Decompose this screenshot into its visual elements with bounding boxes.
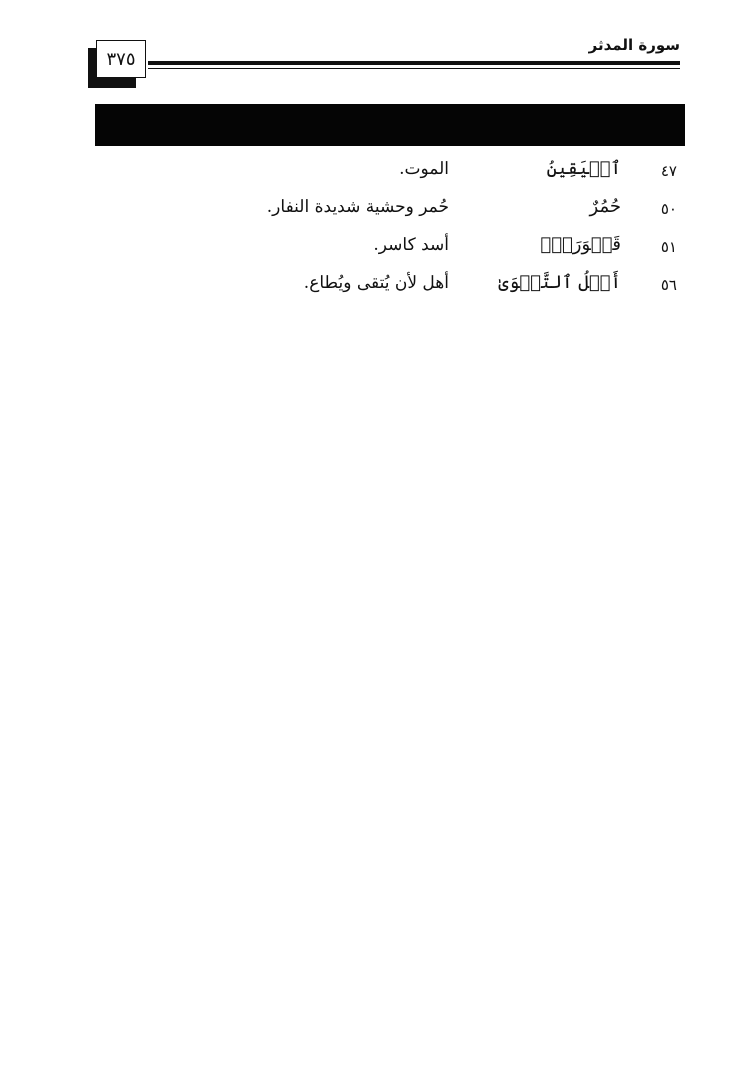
quran-word: ٱلۡيَقِينُ (546, 158, 621, 179)
word-meaning: أهل لأن يُتقى ويُطاع. (303, 273, 449, 293)
quran-word: حُمُرٌ (589, 196, 621, 217)
quran-word: قَسۡوَرَةِۭ (540, 234, 621, 255)
quran-word: أَهۡلُ ٱلتَّقۡوَىٰ (498, 272, 621, 293)
header-rule-thick (148, 61, 680, 65)
verse-number: ٤٧ (660, 162, 677, 180)
verse-number: ٥١ (660, 238, 677, 256)
glossary-row (95, 156, 685, 194)
header-rule-thin (148, 68, 680, 69)
word-meaning: الموت. (399, 159, 449, 179)
word-meaning: أسد كاسر. (373, 235, 449, 255)
page-number: ٣٧٥ (106, 48, 136, 70)
verse-number: ٥٦ (660, 276, 677, 294)
page-header (88, 28, 680, 88)
glossary-list (95, 156, 685, 308)
glossary-row (95, 194, 685, 232)
word-meaning: حُمر وحشية شديدة النفار. (266, 197, 449, 217)
surah-title: سورة المدثر (588, 36, 680, 54)
glossary-row (95, 270, 685, 308)
page-number-box (96, 40, 146, 78)
verse-number: ٥٠ (660, 200, 677, 218)
section-header-band (95, 104, 685, 146)
glossary-row (95, 232, 685, 270)
